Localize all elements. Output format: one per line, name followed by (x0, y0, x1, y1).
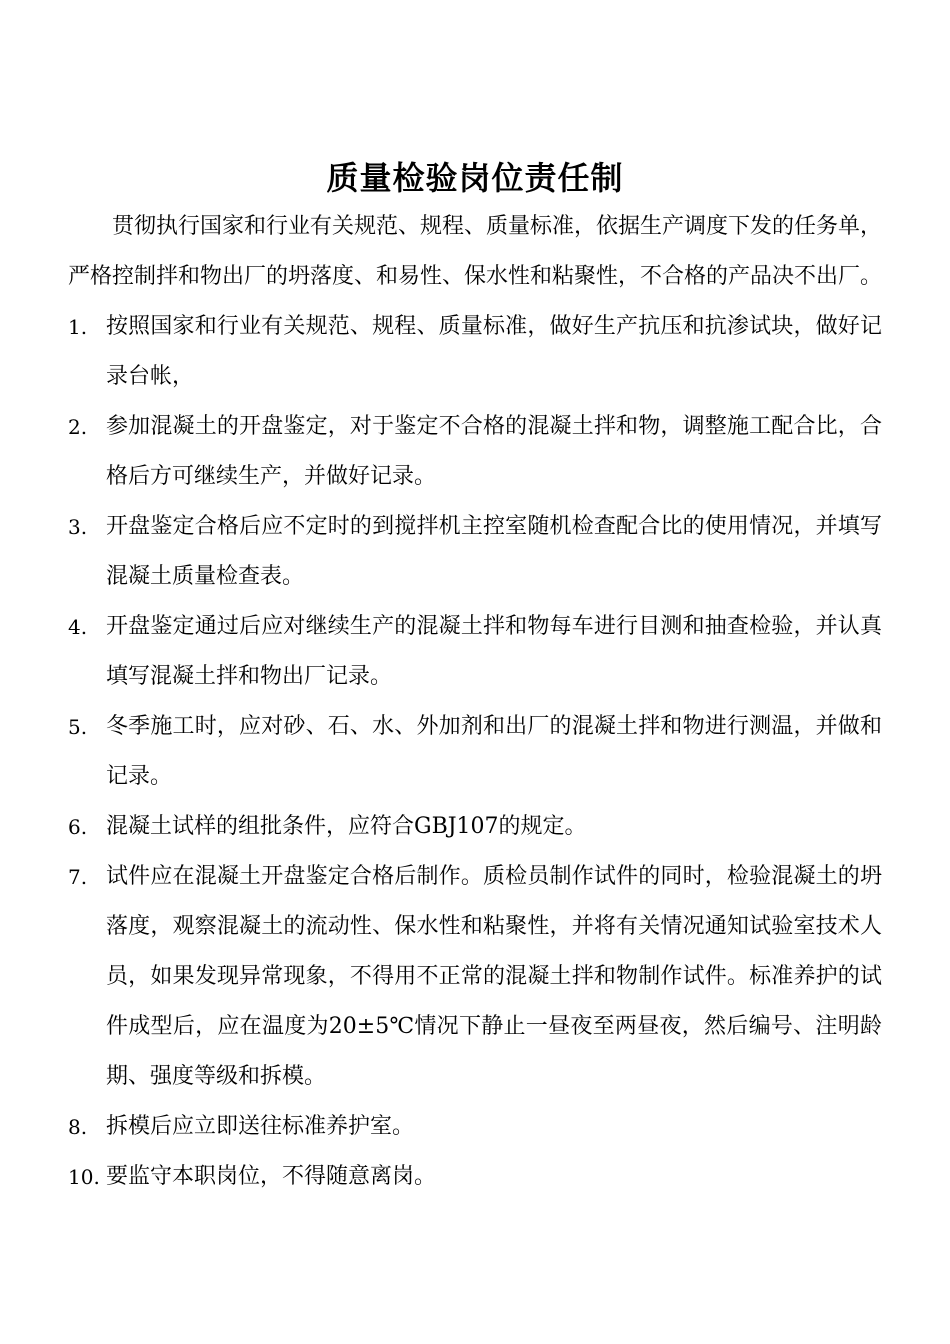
duty-item-4 (68, 602, 882, 702)
duty-item-1 (68, 302, 882, 402)
intro-paragraph: 贯彻执行国家和行业有关规范、规程、质量标准，依据生产调度下发的任务单，严格控制拌和物出厂的坍落度、和易性、保水性和粘聚性，不合格的产品决不出厂。 (68, 214, 883, 289)
item-number: 2. (68, 415, 88, 439)
item-number: 5. (68, 715, 88, 739)
item-text: 要监守本职岗位，不得随意离岗。 (106, 1164, 437, 1189)
item-text: 拆模后应立即送往标准养护室。 (106, 1114, 415, 1139)
item-text: 开盘鉴定合格后应不定时的到搅拌机主控室随机检查配合比的使用情况，并填写混凝土质量检查表。 (106, 514, 882, 589)
document-body (68, 202, 882, 1202)
item-number: 10. (68, 1165, 100, 1189)
item-number: 4. (68, 615, 88, 639)
duty-item-3 (68, 502, 882, 602)
item-text: 按照国家和行业有关规范、规程、质量标准，做好生产抗压和抗渗试块，做好记录台帐， (106, 314, 882, 389)
duty-item-6 (68, 802, 882, 852)
item-number: 7. (68, 865, 88, 889)
document-title: 质量检验岗位责任制 (326, 159, 624, 197)
duty-item-8 (68, 1102, 882, 1152)
item-text: 混凝土试样的组批条件，应符合GBJ107的规定。 (106, 814, 587, 839)
item-text: 冬季施工时，应对砂、石、水、外加剂和出厂的混凝土拌和物进行测温，并做和记录。 (106, 714, 882, 789)
duty-item-7 (68, 852, 882, 1102)
duty-list (68, 302, 882, 1202)
duty-item-10 (68, 1152, 882, 1202)
item-text: 参加混凝土的开盘鉴定，对于鉴定不合格的混凝土拌和物，调整施工配合比，合格后方可继续生产，并做好记录。 (106, 414, 882, 489)
item-number: 8. (68, 1115, 88, 1139)
item-text: 开盘鉴定通过后应对继续生产的混凝土拌和物每车进行目测和抽查检验，并认真填写混凝土拌和物出厂记录。 (106, 614, 882, 689)
duty-item-5 (68, 702, 882, 802)
item-number: 3. (68, 515, 88, 539)
duty-item-2 (68, 402, 882, 502)
item-number: 1. (68, 315, 88, 339)
item-number: 6. (68, 815, 88, 839)
item-text: 试件应在混凝土开盘鉴定合格后制作。质检员制作试件的同时，检验混凝土的坍落度，观察混凝土的流动性、保水性和粘聚性，并将有关情况通知试验室技术人员，如果发现异常现象，不得用不正常的混凝土拌和物制作试件。标准养护的试件成型后，应在温度为20±5℃情况下静止一昼夜至两昼夜，然后编号、注明龄期、强度等级和拆模。 (106, 864, 882, 1089)
